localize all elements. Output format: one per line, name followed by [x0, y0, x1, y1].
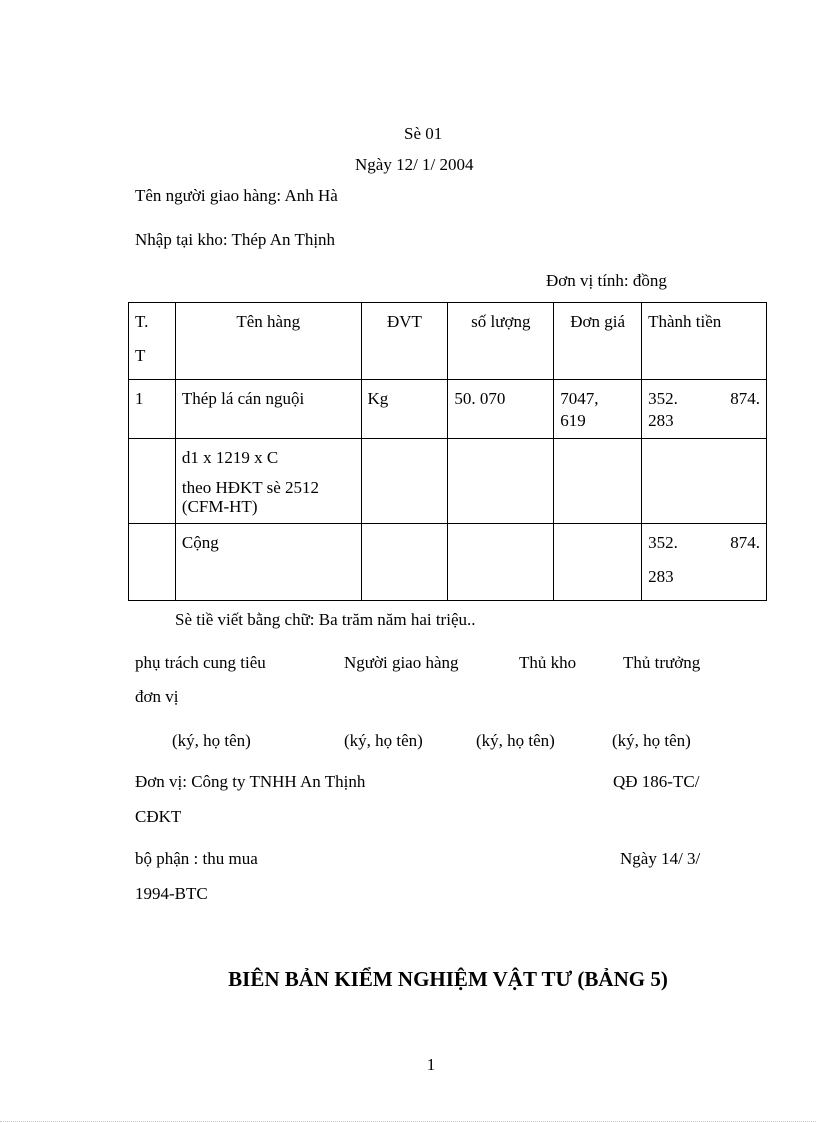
row-quantity — [448, 439, 554, 524]
row-tt — [129, 524, 176, 601]
header-price: Đơn giá — [554, 303, 642, 380]
total-amount: 352. 874. 283 — [642, 524, 767, 601]
signature-placeholder: (ký, họ tên) — [344, 731, 423, 750]
table-total-row — [129, 524, 767, 601]
row-amount: 352. 874. 283 — [642, 380, 767, 439]
receipt-date: Ngày 12/ 1/ 2004 — [355, 155, 474, 174]
row-price: 7047, 619 — [554, 380, 642, 439]
company-line: Đơn vị: Công ty TNHH An Thịnh — [135, 772, 366, 791]
signature-placeholder: (ký, họ tên) — [476, 731, 555, 750]
row-quantity — [448, 524, 554, 601]
row-amount — [642, 439, 767, 524]
amount-in-words: Sè tiề viết bằng chữ: Ba trăm năm hai triệu.. — [175, 610, 476, 629]
header-quantity: số lượng — [448, 303, 554, 380]
row-price — [554, 439, 642, 524]
header-unit: ĐVT — [361, 303, 448, 380]
row-name: Thép lá cán nguội — [175, 380, 361, 439]
signature-role-head: Thủ trưởng — [623, 653, 701, 672]
row-price — [554, 524, 642, 601]
section-title: BIÊN BẢN KIỂM NGHIỆM VẬT TƯ (BẢNG 5) — [228, 967, 668, 991]
row-spec: d1 x 1219 x C theo HĐKT sè 2512 (CFM-HT) — [175, 439, 361, 524]
currency-unit: Đơn vị tính: đồng — [546, 271, 667, 290]
signature-placeholder: (ký, họ tên) — [612, 731, 691, 750]
table-header-row — [129, 303, 767, 380]
row-unit: Kg — [361, 380, 448, 439]
row-tt: 1 — [129, 380, 176, 439]
header-amount: Thành tiền — [642, 303, 767, 380]
signature-placeholder: (ký, họ tên) — [172, 731, 251, 750]
warehouse-line: Nhập tại kho: Thép An Thịnh — [135, 230, 336, 249]
decision-number-cont: CĐKT — [135, 807, 182, 826]
decision-date-cont: 1994-BTC — [135, 884, 208, 903]
goods-table — [128, 302, 767, 601]
deliverer-line: Tên người giao hàng: Anh Hà — [135, 186, 338, 205]
row-quantity: 50. 070 — [448, 380, 554, 439]
total-label: Cộng — [175, 524, 361, 601]
department-line: bộ phận : thu mua — [135, 849, 258, 868]
decision-date: Ngày 14/ 3/ — [620, 849, 701, 868]
table-row — [129, 380, 767, 439]
table-row — [129, 439, 767, 524]
signature-role-storekeeper: Thủ kho — [519, 653, 577, 672]
row-unit — [361, 524, 448, 601]
header-tt: T. T — [129, 303, 176, 380]
signature-role-unit: đơn vị — [135, 687, 179, 706]
row-unit — [361, 439, 448, 524]
page-number: 1 — [426, 1055, 436, 1074]
decision-number: QĐ 186-TC/ — [613, 772, 700, 791]
page-bottom-divider — [0, 1121, 816, 1122]
header-name: Tên hàng — [175, 303, 361, 380]
row-tt — [129, 439, 176, 524]
receipt-number: Sè 01 — [404, 124, 443, 143]
signature-role-deliverer: Người giao hàng — [344, 653, 459, 672]
signature-role-purchasing: phụ trách cung tiêu — [135, 653, 266, 672]
